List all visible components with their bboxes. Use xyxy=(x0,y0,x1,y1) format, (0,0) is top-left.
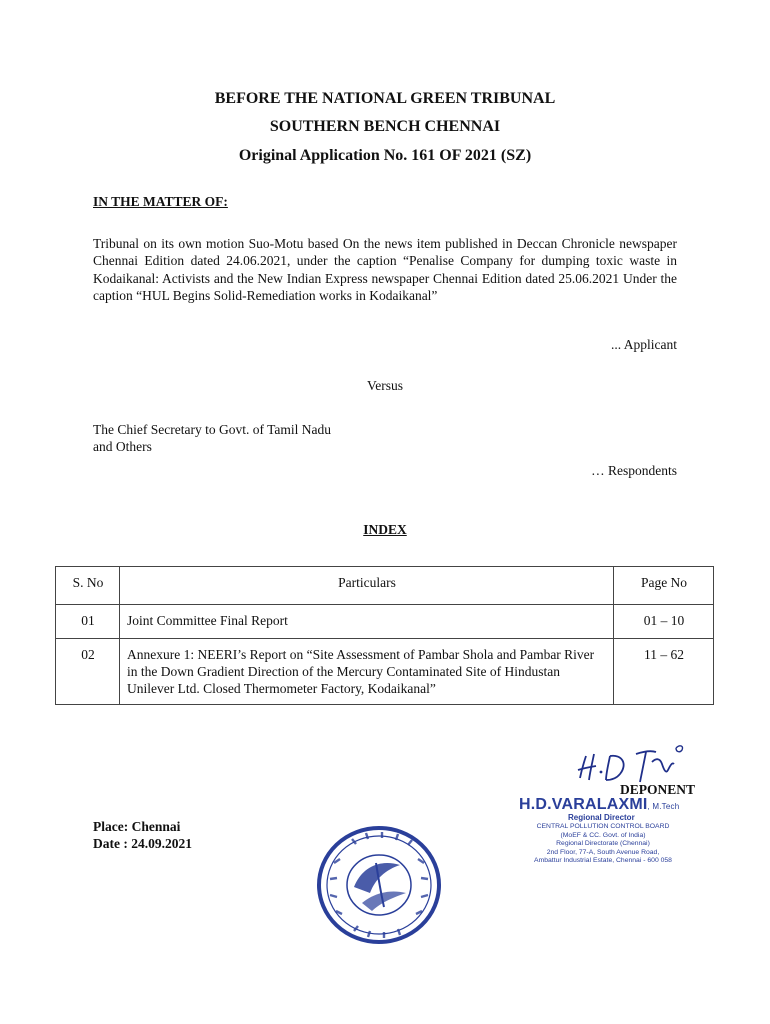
table-row xyxy=(56,639,714,705)
matter-paragraph: Tribunal on its own motion Suo-Motu based On the news item published in Deccan Chronicle newspaper Chennai Edition dated 24.06.2021, under the caption “Penalise Company for dumping toxic waste in Kodaikanal: Activists and the New Indian Express newspaper Chennai Edition dated 25.06.2021 Under the caption “HUL Begins Solid-Remediation works in Kodaikanal” xyxy=(93,236,677,304)
officer-qualification: , M.Tech xyxy=(647,802,680,811)
org-line: CENTRAL POLLUTION CONTROL BOARD xyxy=(536,823,670,830)
officer-designation: Regional Director xyxy=(568,813,635,822)
index-header-row xyxy=(56,567,714,605)
versus-label: Versus xyxy=(367,378,403,393)
row-page-no: 11 – 62 xyxy=(614,639,714,705)
table-row xyxy=(56,605,714,639)
index-title: INDEX xyxy=(363,522,407,537)
matter-heading: IN THE MATTER OF: xyxy=(93,194,228,209)
org-line: 2nd Floor, 77-A, South Avenue Road, xyxy=(546,848,660,856)
applicant-label: ... Applicant xyxy=(611,337,677,352)
officer-name: H.D.VARALAXMI xyxy=(519,796,648,813)
respondent-line-1: The Chief Secretary to Govt. of Tamil Nadu xyxy=(93,422,331,437)
place-label: Place: Chennai xyxy=(93,819,181,834)
row-sno: 01 xyxy=(56,605,120,639)
header-bench: SOUTHERN BENCH CHENNAI xyxy=(269,118,501,135)
index-table xyxy=(55,566,714,705)
row-particulars: Joint Committee Final Report xyxy=(120,605,614,639)
header-application-no: Original Application No. 161 OF 2021 (SZ) xyxy=(238,147,532,164)
org-line: Regional Directorate (Chennai) xyxy=(556,840,650,848)
date-label: Date : 24.09.2021 xyxy=(93,836,192,851)
officer-stamp xyxy=(519,796,679,814)
org-line: (MoEF & CC. Govt. of India) xyxy=(560,831,646,839)
respondents-label: … Respondents xyxy=(591,463,677,478)
header-sno: S. No xyxy=(56,567,120,605)
row-particulars: Annexure 1: NEERI’s Report on “Site Assessment of Pambar Shola and Pambar River in the Down Gradient Direction of the Mercury Contaminated Site of Hindustan Unilever Ltd. Closed Thermometer Factory, Kodaikanal” xyxy=(120,639,614,705)
header-page-no: Page No xyxy=(614,567,714,605)
row-page-no: 01 – 10 xyxy=(614,605,714,639)
official-seal-icon xyxy=(314,823,444,947)
officer-organization xyxy=(530,823,676,866)
deponent-label: DEPONENT xyxy=(620,782,696,797)
row-sno: 02 xyxy=(56,639,120,705)
org-line: Ambattur Industrial Estate, Chennai - 600 058 xyxy=(534,857,672,865)
respondent-line-2: and Others xyxy=(93,439,152,454)
respondent-block xyxy=(93,421,331,455)
header-court: BEFORE THE NATIONAL GREEN TRIBUNAL xyxy=(214,90,556,107)
place-date-block xyxy=(93,818,192,852)
header-particulars: Particulars xyxy=(120,567,614,605)
